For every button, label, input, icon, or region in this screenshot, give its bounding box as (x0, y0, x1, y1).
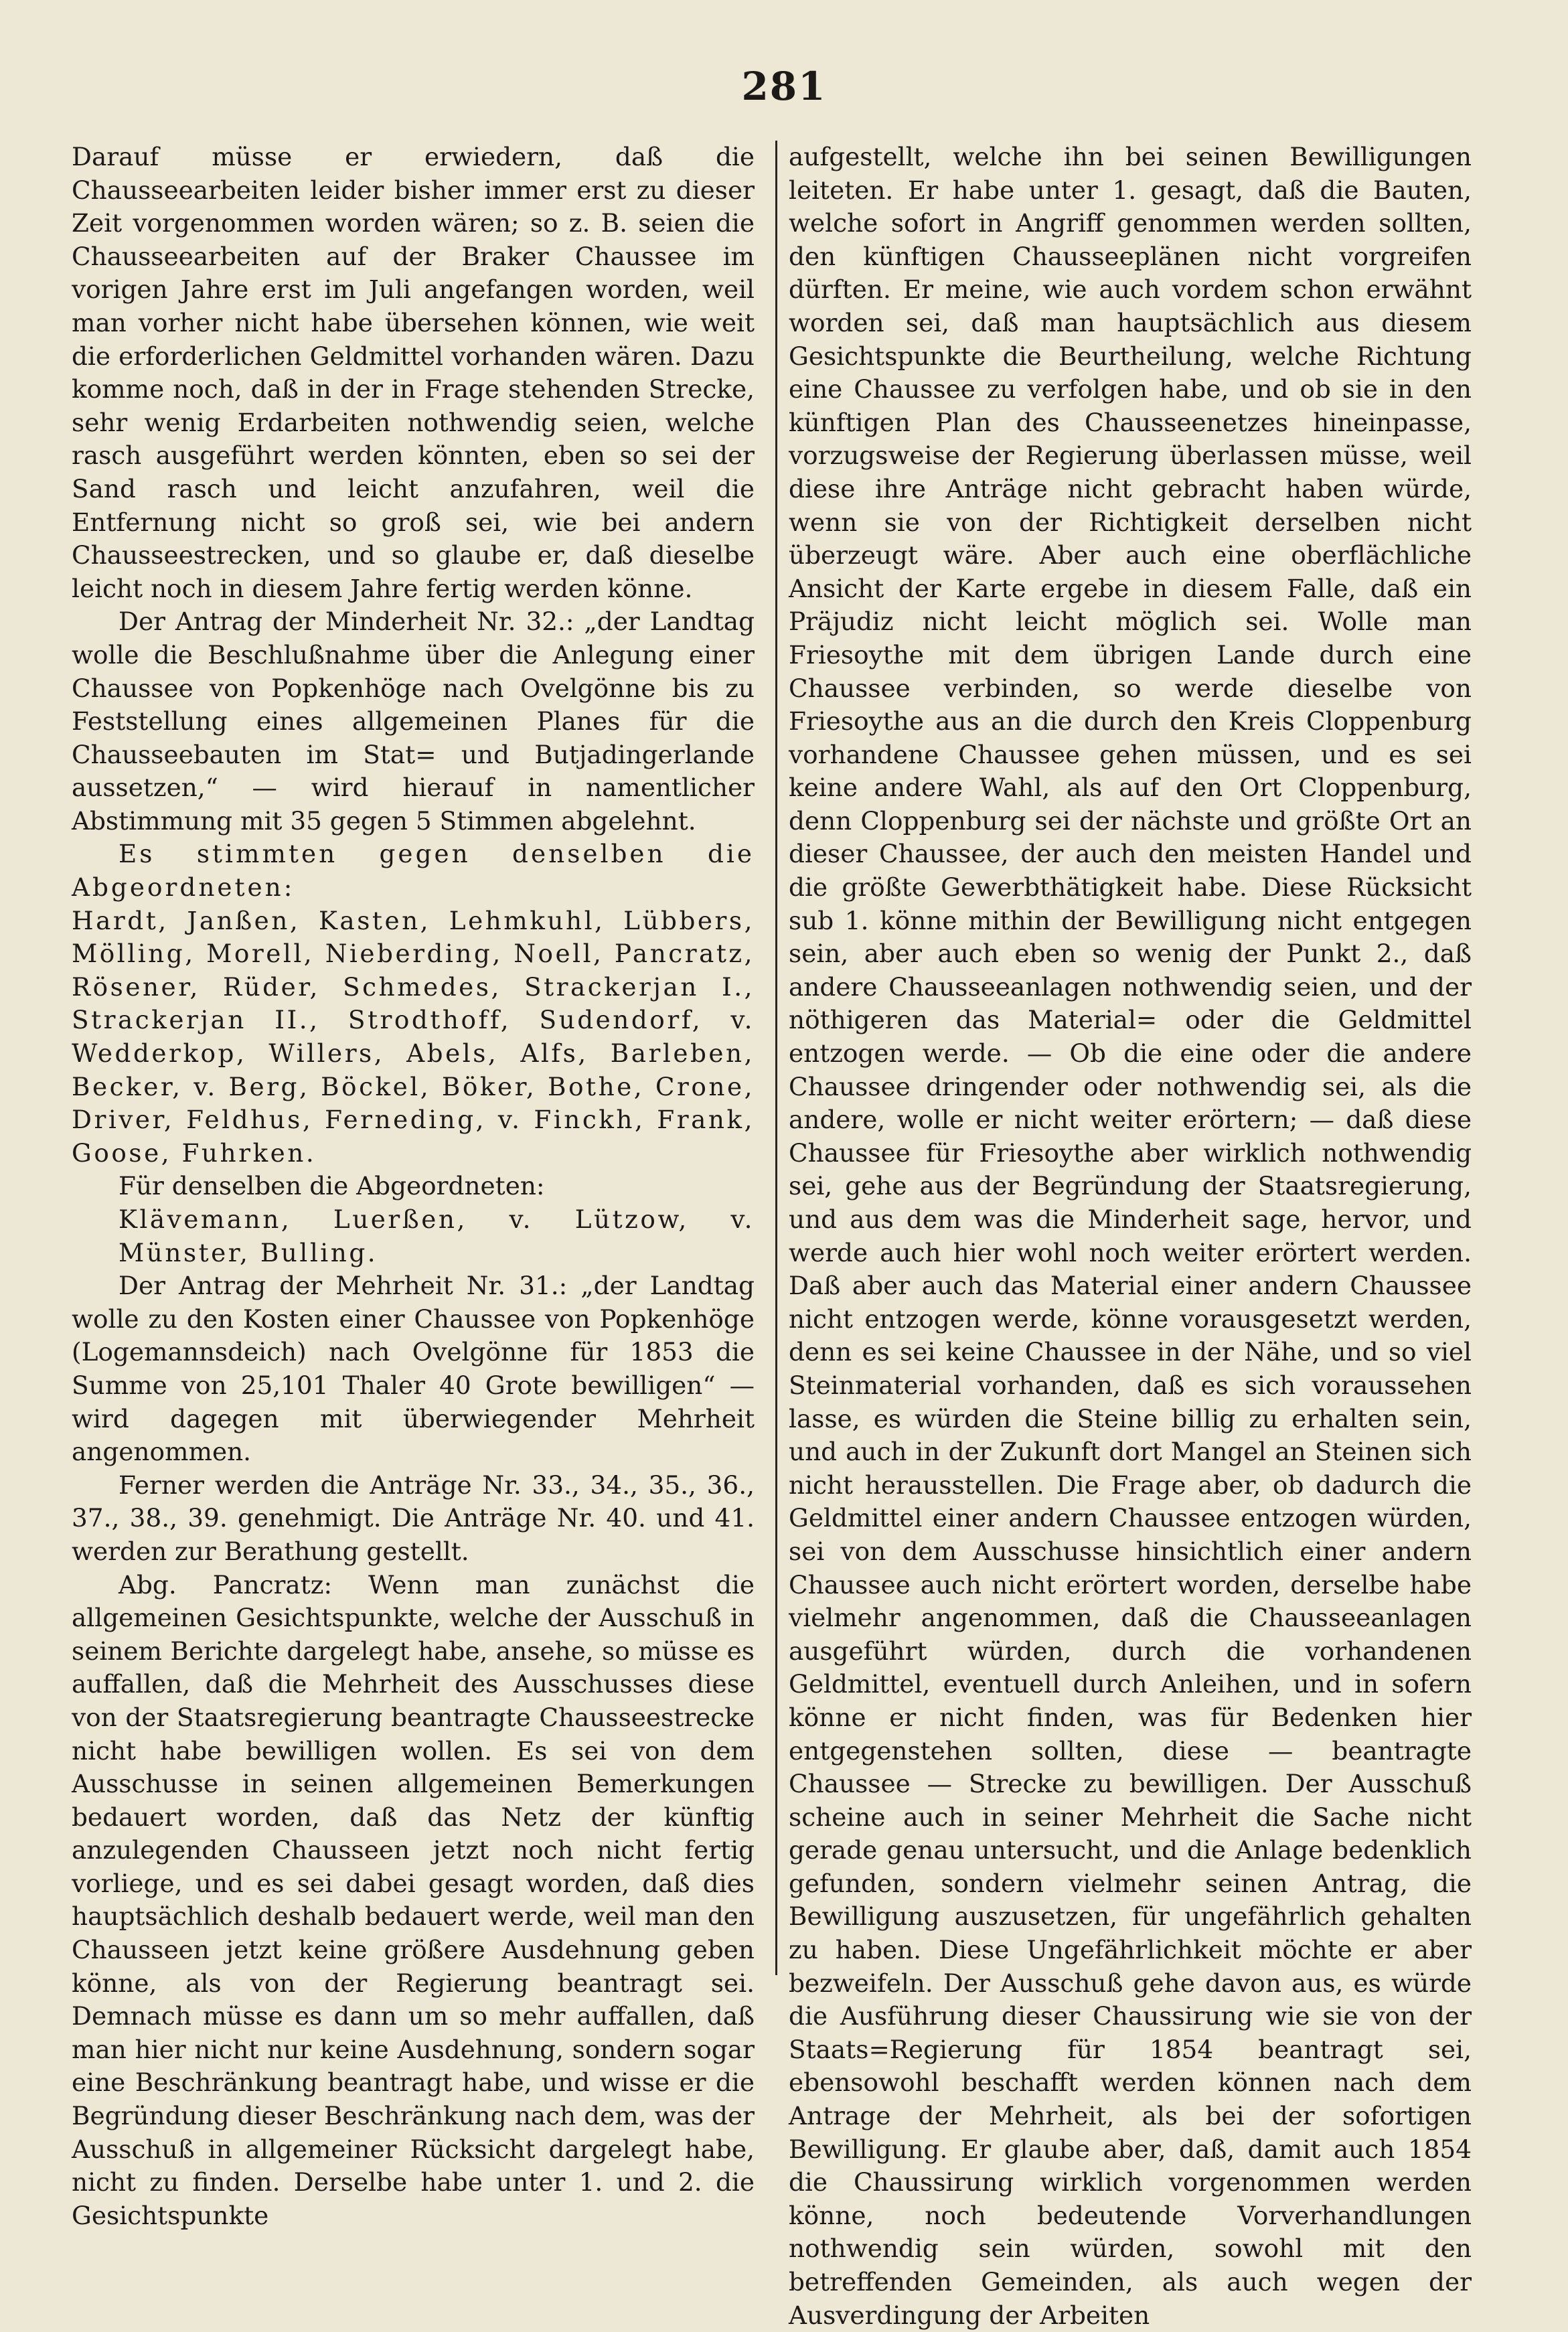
paragraph: Der Antrag der Mehrheit Nr. 31.: „der Landtag wolle zu den Kosten einer Chaussee von Popkenhöge (Logemannsdeich) nach Ovelgönne für 1853 die Summe von 25,101 Thaler 40 Grote bewilligen“ — wird dagegen mit überwiegender Mehrheit angenommen. (72, 1271, 755, 1467)
right-column (789, 141, 1472, 2330)
paragraph: Der Antrag der Minderheit Nr. 32.: „der Landtag wolle die Beschlußnahme über die Anlegung einer Chaussee von Popkenhöge nach Ovelgönne bis zu Feststellung eines allgemeinen Planes für die Chausseebauten im Stat= und Butjadingerlande aussetzen,“ — wird hierauf in namentlicher Abstimmung mit 35 gegen 5 Stimmen abgelehnt. (72, 607, 755, 836)
page-number: 281 (741, 64, 827, 109)
paragraph: Abg. Pancratz: Wenn man zunächst die allgemeinen Gesichtspunkte, welche der Ausschuß in seinem Berichte dargelegt habe, ansehe, so müsse es auffallen, daß die Mehrheit des Ausschusses diese von der Staatsregierung beantragte Chausseestrecke nicht habe bewilligen wollen. Es sei von dem Ausschusse in seinen allgemeinen Bemerkungen bedauert worden, daß das Netz der künftig anzulegenden Chausseen jetzt noch nicht fertig vorliege, und es sei dabei gesagt worden, daß dies hauptsächlich deshalb bedauert werde, weil man den Chausseen jetzt keine größere Ausdehnung geben könne, als von der Regierung beantragt sei. Demnach müsse es dann um so mehr auffallen, daß man hier nicht nur keine Ausdehnung, sondern sogar eine Beschränkung beantragt habe, und wisse er die Begründung dieser Beschränkung nach dem, was der Ausschuß in allgemeiner Rücksicht dargelegt habe, nicht zu finden. Derselbe habe unter 1. und 2. die Gesichtspunkte (72, 1569, 755, 2230)
voter-list-for: Klävemann, Luerßen, v. Lützow, v. Münster, Bulling. (119, 1204, 755, 1267)
paragraph: Für denselben die Abgeordneten: (119, 1171, 545, 1201)
paragraph: aufgestellt, welche ihn bei seinen Bewilligungen leiteten. Er habe unter 1. gesagt, daß die Bauten, welche sofort in Angriff genommen werden sollten, den künftigen Chausseeplänen nicht vorgreifen dürften. Er meine, wie auch vordem schon erwähnt worden sei, daß man hauptsächlich aus diesem Gesichtspunkte die Beurtheilung, welche Richtung eine Chaussee zu verfolgen habe, und ob sie in den künftigen Plan des Chausseenetzes hineinpasse, vorzugsweise der Regierung überlassen müsse, weil diese ihre Anträge nicht gebracht haben würde, wenn sie von der Richtigkeit derselben nicht überzeugt wäre. Aber auch eine oberflächliche Ansicht der Karte ergebe in diesem Falle, daß ein Präjudiz nicht leicht möglich sei. Wolle man Friesoythe mit dem übrigen Lande durch eine Chaussee verbinden, so werde dieselbe von Friesoythe aus an die durch den Kreis Cloppenburg vorhandene Chaussee gehen müssen, und es sei keine andere Wahl, als auf den Ort Cloppenburg, denn Cloppenburg sei der nächste und größte Ort an dieser Chaussee, der auch den meisten Handel und die größte Gewerbthätigkeit habe. Diese Rücksicht sub 1. könne mithin der Bewilligung nicht entgegen sein, aber auch eben so wenig der Punkt 2., daß andere Chausseeanlagen nothwendig seien, und der nöthigeren das Material= oder die Geldmittel entzogen werde. — Ob die eine oder die andere Chaussee dringender oder nothwendig sei, als die andere, wolle er nicht weiter erörtern; — daß diese Chaussee für Friesoythe aber wirklich nothwendig sei, gehe aus der Begründung der Staatsregierung, und aus dem was die Minderheit sage, hervor, und werde auch hier wohl noch weiter erörtert werden. Daß aber auch das Material einer andern Chaussee nicht entzogen werde, könne vorausgesetzt werden, denn es sei keine Chaussee in der Nähe, und so viel Steinmaterial vorhanden, daß es sich voraussehen lasse, es würden die Steine billig zu erhalten sein, und auch in der Zukunft dort Mangel an Steinen sich nicht herausstellen. Die Frage aber, ob dadurch die Geldmittel einer andern Chaussee entzogen würden, sei von dem Ausschusse hinsichtlich einer andern Chaussee auch nicht erörtert worden, derselbe habe vielmehr angenommen, daß die Chausseeanlagen ausgeführt würden, durch die vorhandenen Geldmittel, eventuell durch Anleihen, und in sofern könne er nicht finden, was für Bedenken hier entgegenstehen sollten, diese — beantragte Chaussee — Strecke zu bewilligen. Der Ausschuß scheine auch in seiner Mehrheit die Sache nicht gerade genau untersucht, und die Anlage bedenklich gefunden, sondern vielmehr seinen Antrag, die Bewilligung auszusetzen, für ungefährlich gehalten zu haben. Diese Ungefährlichkeit möchte er aber bezweifeln. Der Ausschuß gehe davon aus, es würde die Ausführung dieser Chaussirung wie sie von der Staats=Regierung für 1854 beantragt sei, ebensowohl beschafft werden können nach dem Antrage der Mehrheit, als bei der sofortigen Bewilligung. Er glaube aber, daß, damit auch 1854 die Chaussirung wirklich vorgenommen werden könne, noch bedeutende Vorverhandlungen nothwendig sein würden, sowohl mit den betreffenden Gemeinden, als auch wegen der Ausverdingung der Arbeiten (789, 142, 1472, 2330)
column-divider (775, 141, 777, 1975)
voter-list-against: Hardt, Janßen, Kasten, Lehmkuhl, Lübbers, Mölling, Morell, Nieberding, Noell, Pancratz, Rösener, Rüder, Schmedes, Strackerjan I., Strackerjan II., Strodthoff, Sudendorf, v. Wedderkop, Willers, Abels, Alfs, Barleben, Becker, v. Berg, Böckel, Böker, Bothe, Crone, Driver, Feldhus, Ferneding, v. Finckh, Frank, Goose, Fuhrken. (72, 905, 755, 1168)
paragraph: Ferner werden die Anträge Nr. 33., 34., 35., 36., 37., 38., 39. genehmigt. Die Anträge Nr. 40. und 41. werden zur Berathung gestellt. (72, 1470, 755, 1566)
left-column (72, 141, 755, 2230)
paragraph: Es stimmten gegen denselben die Abgeordneten: (72, 839, 755, 903)
paragraph: Darauf müsse er erwiedern, daß die Chausseearbeiten leider bisher immer erst zu dieser Zeit vorgenommen worden wären; so z. B. seien die Chausseearbeiten auf der Braker Chaussee im vorigen Jahre erst im Juli angefangen worden, weil man vorher nicht habe übersehen können, wie weit die erforderlichen Geldmittel vorhanden wären. Dazu komme noch, daß in der in Frage stehenden Strecke, sehr wenig Erdarbeiten nothwendig seien, welche rasch ausgeführt werden könnten, eben so sei der Sand rasch und leicht anzufahren, weil die Entfernung nicht so groß sei, wie bei andern Chausseestrecken, und so glaube er, daß dieselbe leicht noch in diesem Jahre fertig werden könne. (72, 142, 755, 603)
